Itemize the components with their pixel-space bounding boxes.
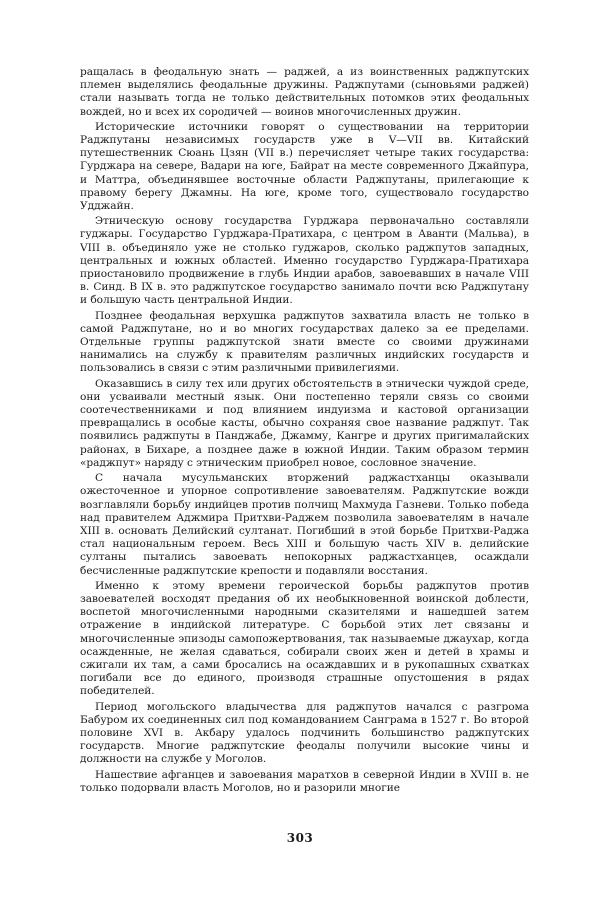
paragraph-3: Этническую основу государства Гурджара первоначально составляли гуджары. Государство Гурджара-Пратихара, с центром в Аванти (Мальва), в VIII в. объединяло уже не столько гуджаров, сколько раджпутов западных, центральных и южных областей. Именно государство Гурджара-Пратихара приостановило продвижение в глубь Индии арабов, завоевавших в начале VIII в. Синд. В IX в. это раджпутское государство занимало почти всю Раджпутану и большую часть центральной Индии. — [80, 215, 529, 307]
paragraph-7: Именно к этому времени героической борьбы раджпутов против завоевателей восходят предания об их необыкновенной воинской доблести, воспетой многочисленными народными сказителями и нашедшей затем отражение в индийской литературе. С борьбой этих лет связаны и многочисленные эпизоды самопожертвования, так называемые джаухар, когда осажденные, не желая сдаваться, собирали своих жен и детей в храмы и сжигали их там, а сами бросались на осаждавших и в рукопашных схватках погибали все до единого, производя страшные опустошения в рядах победителей. — [80, 579, 529, 698]
paragraph-5: Оказавшись в силу тех или других обстоятельств в этнически чуждой среде, они усваивали местный язык. Они постепенно теряли связь со своими соотечественниками и под влиянием индуизма и кастовой организации превращались в особые касты, обычно сохраняя свое название раджпут. Так появились раджпуты в Панджабе, Джамму, Кангре и других пригималайских районах, в Бихаре, а позднее даже в южной Индии. Таким образом термин «раджпут» наряду с этническим приобрел новое, сословное значение. — [80, 377, 529, 469]
paragraph-2: Исторические источники говорят о существовании на территории Раджпутаны независимых государств уже в V—VII вв. Китайский путешественник Сюань Цзян (VII в.) перечисляет четыре таких государства: Гурджара на севере, Вадари на юге, Байрат на месте современного Джайпура, и Маттра, объединявшее восточные области Раджпутаны, прилегающие к правому берегу Джамны. На юге, кроме того, существовало государство Удджайн. — [80, 120, 529, 213]
body-text — [80, 66, 529, 795]
paragraph-6: С начала мусульманских вторжений раджастханцы оказывали ожесточенное и упорное сопротивление завоевателям. Раджпутские вожди возглавляли борьбу индийцев против полчищ Махмуда Газневи. Только победа над правителем Аджмира Притхви-Раджем позволила завоевателям в начале XIII в. основать Делийский султанат. Погибший в этой борьбе Притхви-Раджа стал национальным героем. Весь XIII и большую часть XIV в. делийские султаны пытались завоевать непокорных раджастханцев, осаждали бесчисленные раджпутские крепости и подавляли восстания. — [80, 472, 529, 577]
page-number: 303 — [286, 831, 314, 845]
paragraph-8: Период могольского владычества для раджпутов начался с разгрома Бабуром их соединенных сил под командованием Санграма в 1527 г. Во второй половине XVI в. Акбару удалось подчинить большинство раджпутских государств. Многие раджпутские феодалы получили высокие чины и должности на службе у Моголов. — [80, 700, 529, 766]
paragraph-1: ращалась в феодальную знать — раджей, а из воинственных раджпутских племен выделялись феодальные дружины. Раджпутами (сыновьями раджей) стали называть тогда не только действительных потомков этих феодальных вождей, но и всех их сородичей — воинов многочисленных дружин. — [80, 66, 529, 118]
paragraph-9: Нашествие афганцев и завоевания маратхов в северной Индии в XVIII в. не только подорвали власть Моголов, но и разорили многие — [80, 768, 529, 794]
paragraph-4: Позднее феодальная верхушка раджпутов захватила власть не только в самой Раджпутане, но и во многих государствах далеко за ее пределами. Отдельные группы раджпутской знати вместе со своими дружинами нанимались на службу к правителям различных индийских государств и пользовались в связи с этим различными привилегиями. — [80, 309, 529, 375]
